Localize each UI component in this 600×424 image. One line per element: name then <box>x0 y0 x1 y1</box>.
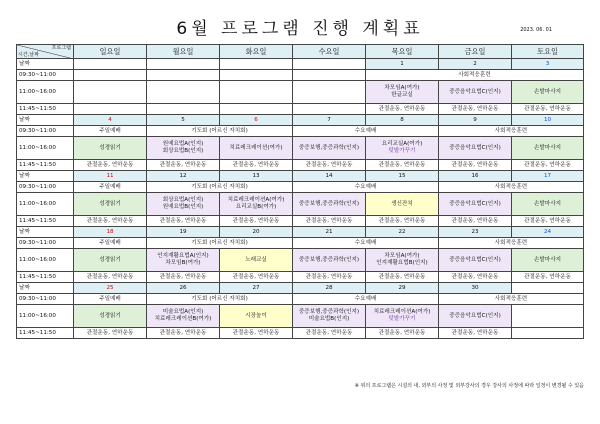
program-cell-thu: 생신잔치 <box>366 193 439 216</box>
program-cell-mon: 원예요법A(인지) 회상요법B(인지) <box>147 137 220 160</box>
program-cell-sat: 손발마사지 <box>512 193 584 216</box>
footnote: ※ 위의 프로그램은 시설의 내, 외부의 사정 및 외부강사의 경우 강사의 사정에 따라 일정이 변경될 수 있음 <box>354 383 584 389</box>
date-cell-saturday: 3 <box>512 59 584 70</box>
empty-cell <box>220 70 293 81</box>
program-cell-wed: 중증보행,중증과학(인지) <box>293 249 366 272</box>
row-label-date: 날짜 <box>17 115 74 126</box>
exercise-cell: 관절운동, 연하운동 <box>439 216 512 227</box>
program-cell-sun: 성경읽기 <box>74 305 147 328</box>
exercise-cell: 관절운동, 연하운동 <box>220 160 293 171</box>
time-label: 09:30~11:00 <box>17 238 74 249</box>
date-cell: 8 <box>366 115 439 126</box>
time-label: 11:45~11:50 <box>17 272 74 283</box>
empty-cell <box>147 70 220 81</box>
program-cell-sun: 성경읽기 <box>74 137 147 160</box>
prayer-cell: 기도회 (어르신 자치회) <box>147 294 293 305</box>
program-cell-fri: 중증음악요법C(인지) <box>439 305 512 328</box>
date-cell: 14 <box>293 171 366 182</box>
program-cell-thu: 차모임A(여가) 인지재활요법B(인지) <box>366 249 439 272</box>
exercise-cell: 관절운동, 연하운동 <box>293 216 366 227</box>
empty-cell <box>512 305 584 328</box>
date-cell: 7 <box>293 115 366 126</box>
time-label: 11:45~11:50 <box>17 216 74 227</box>
empty-cell <box>147 104 220 115</box>
exercise-cell: 관절운동, 연하운동 <box>147 328 220 339</box>
program-cell-wed: 중증보행,중증과학(인지) <box>293 137 366 160</box>
week4-t2-row <box>17 249 584 272</box>
date-cell: 23 <box>439 227 512 238</box>
wed-worship-cell: 수요예배 <box>293 238 439 249</box>
day-header-tue: 화요일 <box>220 45 293 59</box>
corner-top-label: 프로그램 <box>51 45 71 51</box>
exercise-cell: 관절운동, 연하운동 <box>74 328 147 339</box>
time-label: 11:45~11:50 <box>17 328 74 339</box>
program-cell-tue: 노래교실 <box>220 249 293 272</box>
empty-cell <box>512 283 584 294</box>
week1-date-row <box>17 59 584 70</box>
program-cell-sun: 성경읽기 <box>74 193 147 216</box>
time-label: 11:00~16:00 <box>17 81 74 104</box>
date-cell-sunday: 25 <box>74 283 147 294</box>
program-cell-mon: 인지재활요법A(인지) 차모임B(여가) <box>147 249 220 272</box>
date-cell: 16 <box>439 171 512 182</box>
exercise-cell: 관절운동, 연하운동 <box>512 216 584 227</box>
row-label-date: 날짜 <box>17 59 74 70</box>
week5-t1-row <box>17 294 584 305</box>
exercise-cell: 관절운동, 연하운동 <box>74 160 147 171</box>
date-cell-saturday: 17 <box>512 171 584 182</box>
social-training-cell: 사회적응훈련 <box>439 182 584 193</box>
date-cell: 21 <box>293 227 366 238</box>
exercise-cell: 관절운동, 연하운동 <box>366 272 439 283</box>
time-label: 09:30~11:00 <box>17 182 74 193</box>
social-training-cell: 사회적응훈련 <box>439 238 584 249</box>
day-header-thu: 목요일 <box>366 45 439 59</box>
empty-cell <box>74 59 147 70</box>
empty-cell <box>74 104 147 115</box>
week5-date-row <box>17 283 584 294</box>
day-header-mon: 월요일 <box>147 45 220 59</box>
time-label: 09:30~11:00 <box>17 70 74 81</box>
row-label-date: 날짜 <box>17 227 74 238</box>
sunday-worship-cell: 주일예배 <box>74 182 147 193</box>
empty-cell <box>293 81 366 104</box>
empty-cell <box>293 104 366 115</box>
week4-t3-row <box>17 272 584 283</box>
prayer-cell: 기도회 (어르신 자치회) <box>147 238 293 249</box>
row-label-date: 날짜 <box>17 283 74 294</box>
date-cell-sunday: 18 <box>74 227 147 238</box>
week2-date-row <box>17 115 584 126</box>
date-cell: 26 <box>147 283 220 294</box>
date-cell-holiday: 6 <box>220 115 293 126</box>
exercise-cell: 관절운동, 연하운동 <box>366 104 439 115</box>
time-label: 11:00~16:00 <box>17 249 74 272</box>
exercise-cell: 관절운동, 연하운동 <box>220 328 293 339</box>
exercise-cell: 관절운동, 연하운동 <box>293 272 366 283</box>
social-training-cell: 사회적응훈련 <box>439 294 584 305</box>
date-cell: 27 <box>220 283 293 294</box>
date-cell: 12 <box>147 171 220 182</box>
week3-t2-row <box>17 193 584 216</box>
time-label: 09:30~11:00 <box>17 126 74 137</box>
date-cell: 1 <box>366 59 439 70</box>
date-cell-sunday: 11 <box>74 171 147 182</box>
week1-t1-row <box>17 70 584 81</box>
exercise-cell: 관절운동, 연하운동 <box>512 104 584 115</box>
exercise-cell: 관절운동, 연하운동 <box>147 216 220 227</box>
program-cell-tue: 치료레크레이션A(여가) 요리교실B(여가) <box>220 193 293 216</box>
exercise-cell: 관절운동, 연하운동 <box>512 272 584 283</box>
sunday-worship-cell: 주일예배 <box>74 126 147 137</box>
empty-cell <box>74 70 147 81</box>
program-cell-wed: 중증보행,중증과학(인지) <box>293 193 366 216</box>
sunday-worship-cell: 주일예배 <box>74 294 147 305</box>
wed-worship-cell: 수요예배 <box>293 126 439 137</box>
empty-cell <box>147 81 220 104</box>
day-header-fri: 금요일 <box>439 45 512 59</box>
week2-t2-row <box>17 137 584 160</box>
program-cell-fri: 중증음악요법C(인지) <box>439 249 512 272</box>
day-header-sun: 일요일 <box>74 45 147 59</box>
date-cell: 15 <box>366 171 439 182</box>
date-cell: 19 <box>147 227 220 238</box>
social-training-cell: 사회적응훈련 <box>439 126 584 137</box>
date-cell: 20 <box>220 227 293 238</box>
exercise-cell: 관절운동, 연하운동 <box>439 104 512 115</box>
date-cell: 13 <box>220 171 293 182</box>
program-cell-wed: 중증보행,중증과학(인지) 미술요법B(인지) <box>293 305 366 328</box>
week1-t2-row <box>17 81 584 104</box>
week3-t1-row <box>17 182 584 193</box>
prayer-cell: 기도회 (어르신 자치회) <box>147 182 293 193</box>
empty-cell <box>220 81 293 104</box>
corner-bottom-label: 시간,날짜 <box>18 52 39 58</box>
sunday-worship-cell: 주일예배 <box>74 238 147 249</box>
program-cell-mon: 미술요법A(인지) 치료레크레이션B(여가) <box>147 305 220 328</box>
row-label-date: 날짜 <box>17 171 74 182</box>
date-cell: 5 <box>147 115 220 126</box>
week2-t1-row <box>17 126 584 137</box>
program-cell-fri: 중증음악요법C(인지) <box>439 81 512 104</box>
time-label: 11:45~11:50 <box>17 160 74 171</box>
week1-t3-row <box>17 104 584 115</box>
exercise-cell: 관절운동, 연하운동 <box>439 272 512 283</box>
week5-t2-row <box>17 305 584 328</box>
program-schedule-table <box>16 44 584 339</box>
program-cell-tue: 시장놀이 <box>220 305 293 328</box>
exercise-cell: 관절운동, 연하운동 <box>512 160 584 171</box>
corner-cell <box>17 45 74 59</box>
time-label: 09:30~11:00 <box>17 294 74 305</box>
date-cell: 9 <box>439 115 512 126</box>
program-cell-sat: 손발마사지 <box>512 137 584 160</box>
time-label: 11:00~16:00 <box>17 137 74 160</box>
exercise-cell: 관절운동, 연하운동 <box>74 216 147 227</box>
program-cell-sat: 손발마사지 <box>512 81 584 104</box>
date-cell: 22 <box>366 227 439 238</box>
empty-cell <box>220 59 293 70</box>
time-label: 11:45~11:50 <box>17 104 74 115</box>
program-cell-thu: 요리교실A(여가) 텃밭가꾸기 <box>366 137 439 160</box>
social-training-cell: 사회적응훈련 <box>366 70 584 81</box>
exercise-cell: 관절운동, 연하운동 <box>74 272 147 283</box>
week4-t1-row <box>17 238 584 249</box>
day-header-sat: 토요일 <box>512 45 584 59</box>
week2-t3-row <box>17 160 584 171</box>
exercise-cell: 관절운동, 연하운동 <box>439 328 512 339</box>
date-cell: 28 <box>293 283 366 294</box>
exercise-cell: 관절운동, 연하운동 <box>147 160 220 171</box>
exercise-cell: 관절운동, 연하운동 <box>366 160 439 171</box>
program-cell-sat: 손발마사지 <box>512 249 584 272</box>
exercise-cell: 관절운동, 연하운동 <box>220 272 293 283</box>
date-cell: 2 <box>439 59 512 70</box>
program-cell-tue: 치료레크레이션(여가) <box>220 137 293 160</box>
page-title: 6월 프로그램 진행 계획표 <box>176 19 424 39</box>
exercise-cell: 관절운동, 연하운동 <box>366 328 439 339</box>
exercise-cell: 관절운동, 연하운동 <box>220 216 293 227</box>
day-header-wed: 수요일 <box>293 45 366 59</box>
wed-worship-cell: 수요예배 <box>293 294 439 305</box>
time-label: 11:00~16:00 <box>17 193 74 216</box>
program-cell-fri: 중증음악요법C(인지) <box>439 137 512 160</box>
prayer-cell: 기도회 (어르신 자치회) <box>147 126 293 137</box>
date-cell: 30 <box>439 283 512 294</box>
date-cell-saturday: 24 <box>512 227 584 238</box>
empty-cell <box>74 81 147 104</box>
date-cell-sunday: 4 <box>74 115 147 126</box>
empty-cell <box>147 59 220 70</box>
exercise-cell: 관절운동, 연하운동 <box>366 216 439 227</box>
date-cell-saturday: 10 <box>512 115 584 126</box>
empty-cell <box>293 70 366 81</box>
program-cell-fri: 중증음악요법C(인지) <box>439 193 512 216</box>
empty-cell <box>293 59 366 70</box>
week3-t3-row <box>17 216 584 227</box>
date-cell: 29 <box>366 283 439 294</box>
header-row <box>17 45 584 59</box>
exercise-cell: 관절운동, 연하운동 <box>293 328 366 339</box>
issue-date: 2023. 06. 01 <box>520 27 552 33</box>
exercise-cell: 관절운동, 연하운동 <box>293 160 366 171</box>
program-cell-thu: 치료레크레이션A(여가) 텃밭가꾸기 <box>366 305 439 328</box>
program-cell-sun: 성경읽기 <box>74 249 147 272</box>
exercise-cell: 관절운동, 연하운동 <box>147 272 220 283</box>
wed-worship-cell: 수요예배 <box>293 182 439 193</box>
week4-date-row <box>17 227 584 238</box>
empty-cell <box>220 104 293 115</box>
exercise-cell: 관절운동, 연하운동 <box>439 160 512 171</box>
time-label: 11:00~16:00 <box>17 305 74 328</box>
program-cell-thu: 차모임A(여가) 한글교실 <box>366 81 439 104</box>
week5-t3-row <box>17 328 584 339</box>
week3-date-row <box>17 171 584 182</box>
program-cell-mon: 회상요법A(인지) 원예요법B(인지) <box>147 193 220 216</box>
empty-cell <box>512 328 584 339</box>
